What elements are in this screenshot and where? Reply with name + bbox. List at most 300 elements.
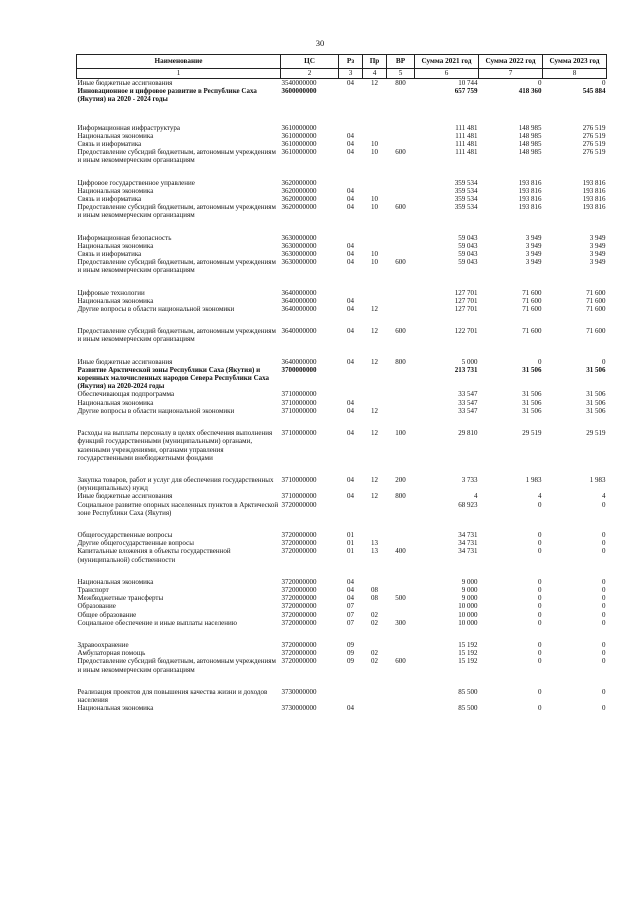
header-sum-2023: Сумма 2023 год <box>543 55 607 69</box>
cell-rz: 04 <box>347 406 354 415</box>
cell-vr <box>387 234 415 242</box>
cell-pr: 10 <box>371 148 378 157</box>
cell-sum-2023: 1 983 <box>589 475 606 484</box>
cell-vr: 200 <box>395 475 406 484</box>
cell-cs: 3720000000 <box>281 539 317 548</box>
table-row <box>77 476 607 492</box>
cell-pr <box>363 289 387 297</box>
cell-sum-2022: 0 <box>538 610 542 619</box>
table-row <box>77 327 607 343</box>
cell-pr: 10 <box>371 258 378 267</box>
cell-sum-2022: 71 600 <box>522 288 542 297</box>
cell-sum-2021: 111 481 <box>455 140 478 149</box>
cell-pr: 12 <box>371 429 378 438</box>
cell-cs: 3630000000 <box>281 250 317 259</box>
column-number: 8 <box>543 69 607 79</box>
cell-pr <box>363 531 387 539</box>
cell-sum-2021: 111 481 <box>455 148 478 157</box>
cell-sum-2023: 31 506 <box>586 398 606 407</box>
cell-pr: 13 <box>371 547 378 556</box>
cell-name: Обеспечивающая подпрограмма <box>77 390 175 399</box>
cell-sum-2022: 0 <box>538 539 542 548</box>
cell-rz: 04 <box>347 203 354 212</box>
cell-vr <box>387 250 415 258</box>
cell-cs: 3640000000 <box>281 305 317 314</box>
cell-cs: 3540000000 <box>281 79 317 87</box>
cell-sum-2021: 33 547 <box>458 390 478 399</box>
cell-cs: 3640000000 <box>281 357 317 366</box>
cell-sum-2023: 0 <box>602 79 606 87</box>
cell-sum-2023: 0 <box>602 577 606 586</box>
table-header <box>77 55 607 79</box>
cell-cs: 3710000000 <box>281 492 317 501</box>
spacer-cell <box>77 313 607 327</box>
cell-name: Транспорт <box>77 585 109 594</box>
column-number: 4 <box>363 69 387 79</box>
cell-sum-2023: 31 506 <box>586 365 606 374</box>
cell-vr <box>387 578 415 586</box>
cell-vr <box>387 132 415 140</box>
column-number: 7 <box>479 69 543 79</box>
header-rz: Рз <box>339 55 363 69</box>
cell-rz <box>339 124 363 132</box>
cell-sum-2022: 0 <box>538 649 542 658</box>
cell-vr: 600 <box>395 258 406 267</box>
table-row <box>77 358 607 366</box>
cell-sum-2023: 0 <box>602 704 606 713</box>
cell-sum-2022: 0 <box>538 357 542 366</box>
cell-sum-2022: 193 816 <box>518 178 542 187</box>
cell-sum-2021: 34 731 <box>458 530 478 539</box>
cell-pr: 10 <box>371 140 378 149</box>
column-number: 6 <box>415 69 479 79</box>
table-row <box>77 429 607 462</box>
cell-rz <box>339 87 363 103</box>
cell-name: Предоставление субсидий бюджетным, автономным учреждениям и иным некоммерческим организациям <box>77 657 276 674</box>
spacer-row <box>77 220 607 234</box>
cell-cs: 3620000000 <box>281 178 317 187</box>
cell-name: Иные бюджетные ассигнования <box>77 79 173 87</box>
spacer-cell <box>77 344 607 358</box>
cell-sum-2023: 71 600 <box>586 296 606 305</box>
cell-sum-2022: 0 <box>538 577 542 586</box>
cell-rz: 04 <box>347 131 354 140</box>
cell-rz <box>339 501 363 517</box>
cell-cs: 3640000000 <box>281 288 317 297</box>
cell-vr: 600 <box>395 657 406 666</box>
cell-vr <box>387 390 415 398</box>
spacer-cell <box>77 674 607 688</box>
cell-name: Межбюджетные трансферты <box>77 594 164 603</box>
cell-sum-2022: 71 600 <box>522 305 542 314</box>
table-row <box>77 132 607 140</box>
cell-pr <box>363 390 387 398</box>
cell-sum-2021: 33 547 <box>458 398 478 407</box>
cell-vr <box>387 531 415 539</box>
cell-vr <box>387 289 415 297</box>
cell-sum-2021: 15 192 <box>458 657 478 666</box>
cell-vr: 800 <box>395 492 406 501</box>
cell-vr <box>387 641 415 649</box>
spacer-cell <box>77 275 607 289</box>
cell-rz: 04 <box>347 186 354 195</box>
table-row <box>77 195 607 203</box>
cell-cs: 3720000000 <box>281 530 317 539</box>
cell-rz <box>339 289 363 297</box>
cell-sum-2023: 71 600 <box>586 305 606 314</box>
cell-sum-2021: 127 701 <box>454 296 478 305</box>
cell-cs: 3710000000 <box>281 398 317 407</box>
cell-name: Национальная экономика <box>77 241 154 250</box>
cell-name: Цифровое государственное управление <box>77 178 195 187</box>
cell-rz: 04 <box>347 594 354 603</box>
cell-rz: 04 <box>347 475 354 484</box>
cell-sum-2021: 359 534 <box>454 203 478 212</box>
cell-name: Предоставление субсидий бюджетным, автономным учреждениям и иным некоммерческим организациям <box>77 148 276 165</box>
table-row <box>77 578 607 586</box>
cell-sum-2021: 10 000 <box>458 602 478 611</box>
header-vr: ВР <box>387 55 415 69</box>
cell-pr: 02 <box>371 657 378 666</box>
cell-sum-2022: 193 816 <box>518 186 542 195</box>
cell-rz: 09 <box>347 657 354 666</box>
cell-cs: 3710000000 <box>281 475 317 484</box>
cell-sum-2022: 3 949 <box>525 258 542 267</box>
cell-rz: 04 <box>347 140 354 149</box>
cell-pr: 02 <box>371 610 378 619</box>
cell-sum-2021: 15 192 <box>458 649 478 658</box>
cell-sum-2021: 111 481 <box>455 131 478 140</box>
cell-pr <box>363 688 387 704</box>
table-row <box>77 649 607 657</box>
cell-sum-2023: 0 <box>602 618 606 627</box>
cell-rz: 04 <box>347 357 354 366</box>
cell-rz: 07 <box>347 618 354 627</box>
cell-vr <box>387 602 415 610</box>
cell-name: Другие вопросы в области национальной экономики <box>77 406 235 415</box>
cell-sum-2021: 59 043 <box>458 258 478 267</box>
cell-name: Социальное развитие опорных населенных пунктов в Арктической зоне Республики Саха (Якутия) <box>77 500 279 517</box>
cell-cs: 3720000000 <box>281 657 317 666</box>
cell-pr: 08 <box>371 585 378 594</box>
spacer-cell <box>77 165 607 179</box>
cell-name: Национальная экономика <box>77 704 154 713</box>
cell-sum-2022: 31 506 <box>522 398 542 407</box>
cell-rz <box>339 688 363 704</box>
cell-pr <box>363 501 387 517</box>
cell-pr <box>363 366 387 391</box>
cell-sum-2021: 127 701 <box>454 288 478 297</box>
table-row <box>77 179 607 187</box>
cell-sum-2021: 3 733 <box>461 475 478 484</box>
cell-name: Национальная экономика <box>77 296 154 305</box>
cell-sum-2021: 10 000 <box>458 610 478 619</box>
cell-sum-2021: 359 534 <box>454 178 478 187</box>
cell-vr: 300 <box>395 618 406 627</box>
cell-sum-2021: 9 000 <box>461 594 478 603</box>
cell-sum-2021: 657 759 <box>454 87 478 96</box>
cell-cs: 3620000000 <box>281 203 317 212</box>
cell-pr: 10 <box>371 203 378 212</box>
table-row <box>77 234 607 242</box>
cell-rz: 04 <box>347 577 354 586</box>
cell-vr <box>387 195 415 203</box>
cell-rz: 09 <box>347 640 354 649</box>
header-cs: ЦС <box>281 55 339 69</box>
cell-vr <box>387 501 415 517</box>
cell-name: Развитие Арктической зоны Республики Саха (Якутия) и коренных малочисленных народов Севера Республики Саха (Якутия) на 2020-2024 годы <box>77 365 270 391</box>
cell-rz: 04 <box>347 195 354 204</box>
cell-vr <box>387 586 415 594</box>
cell-sum-2023: 0 <box>602 602 606 611</box>
cell-cs: 3720000000 <box>281 547 317 556</box>
cell-sum-2022: 0 <box>538 687 542 696</box>
cell-sum-2022: 3 949 <box>525 250 542 259</box>
cell-sum-2022: 0 <box>538 547 542 556</box>
cell-name: Предоставление субсидий бюджетным, автономным учреждениям и иным некоммерческим организациям <box>77 258 276 275</box>
cell-sum-2023: 4 <box>602 492 606 501</box>
cell-cs: 3640000000 <box>281 296 317 305</box>
cell-rz <box>339 179 363 187</box>
cell-name: Амбулаторная помощь <box>77 649 146 658</box>
cell-rz: 04 <box>347 704 354 713</box>
cell-vr <box>387 399 415 407</box>
cell-sum-2022: 0 <box>538 602 542 611</box>
cell-vr <box>387 649 415 657</box>
spacer-cell <box>77 564 607 578</box>
cell-name: Капитальные вложения в объекты государственной (муниципальной) собственности <box>77 547 231 564</box>
cell-rz: 04 <box>347 258 354 267</box>
cell-name: Иные бюджетные ассигнования <box>77 357 173 366</box>
cell-sum-2023: 0 <box>602 500 606 509</box>
cell-sum-2023: 193 816 <box>582 178 606 187</box>
cell-sum-2022: 148 985 <box>518 131 542 140</box>
cell-name: Расходы на выплаты персоналу в целях обеспечения выполнения функций государственными (муниципальными) органами, казенными учреждениями, органами управления государственными внебюджетными фондами <box>77 429 273 462</box>
cell-sum-2022: 3 949 <box>525 233 542 242</box>
table-row <box>77 250 607 258</box>
cell-name: Образование <box>77 602 116 611</box>
cell-name: Другие вопросы в области национальной экономики <box>77 305 235 314</box>
cell-sum-2021: 5 000 <box>461 357 478 366</box>
table-body <box>77 79 607 713</box>
cell-name: Предоставление субсидий бюджетным, автономным учреждениям и иным некоммерческим организациям <box>77 327 276 344</box>
cell-cs: 3720000000 <box>281 640 317 649</box>
cell-pr <box>363 704 387 712</box>
cell-cs: 3630000000 <box>281 241 317 250</box>
cell-pr <box>363 641 387 649</box>
cell-sum-2022: 0 <box>538 618 542 627</box>
cell-cs: 3720000000 <box>281 618 317 627</box>
table-row <box>77 297 607 305</box>
cell-rz <box>339 366 363 391</box>
cell-sum-2021: 9 000 <box>461 577 478 586</box>
cell-vr <box>387 366 415 391</box>
cell-sum-2021: 29 810 <box>458 429 478 438</box>
cell-name: Социальное обеспечение и иные выплаты населению <box>77 618 237 627</box>
cell-pr <box>363 234 387 242</box>
cell-cs: 3710000000 <box>281 406 317 415</box>
cell-sum-2021: 68 923 <box>458 500 478 509</box>
cell-sum-2022: 193 816 <box>518 195 542 204</box>
spacer-row <box>77 165 607 179</box>
cell-sum-2022: 148 985 <box>518 123 542 132</box>
cell-sum-2021: 10 000 <box>458 618 478 627</box>
cell-vr <box>387 305 415 313</box>
cell-vr: 600 <box>395 327 406 336</box>
cell-pr: 12 <box>371 327 378 336</box>
budget-table <box>76 54 607 712</box>
table-row <box>77 501 607 517</box>
cell-rz: 04 <box>347 148 354 157</box>
cell-vr <box>387 124 415 132</box>
cell-cs: 3610000000 <box>281 140 317 149</box>
cell-sum-2021: 59 043 <box>458 250 478 259</box>
cell-pr <box>363 602 387 610</box>
cell-sum-2021: 34 731 <box>458 547 478 556</box>
spacer-row <box>77 627 607 641</box>
table-row <box>77 602 607 610</box>
cell-name: Инновационное и цифровое развитие в Республике Саха (Якутия) на 2020 - 2024 годы <box>77 87 257 104</box>
cell-rz: 04 <box>347 327 354 336</box>
cell-rz: 07 <box>347 602 354 611</box>
cell-rz: 04 <box>347 305 354 314</box>
table-row <box>77 688 607 704</box>
cell-sum-2022: 71 600 <box>522 327 542 336</box>
table-row <box>77 79 607 88</box>
cell-pr: 12 <box>371 492 378 501</box>
cell-sum-2022: 29 519 <box>522 429 542 438</box>
cell-pr: 08 <box>371 594 378 603</box>
table-row <box>77 140 607 148</box>
cell-rz <box>339 390 363 398</box>
spacer-row <box>77 462 607 476</box>
cell-cs: 3730000000 <box>281 687 317 696</box>
cell-vr <box>387 187 415 195</box>
cell-pr <box>363 187 387 195</box>
cell-sum-2023: 31 506 <box>586 406 606 415</box>
table-row <box>77 704 607 712</box>
cell-sum-2023: 0 <box>602 649 606 658</box>
cell-sum-2023: 193 816 <box>582 203 606 212</box>
cell-vr <box>387 242 415 250</box>
cell-sum-2022: 31 506 <box>522 390 542 399</box>
table-row <box>77 586 607 594</box>
table-row <box>77 531 607 539</box>
cell-cs: 3630000000 <box>281 258 317 267</box>
cell-sum-2023: 276 519 <box>582 123 606 132</box>
spacer-cell <box>77 415 607 429</box>
cell-sum-2021: 359 534 <box>454 195 478 204</box>
cell-sum-2021: 111 481 <box>455 123 478 132</box>
cell-cs: 3720000000 <box>281 610 317 619</box>
cell-rz: 07 <box>347 610 354 619</box>
cell-pr: 12 <box>371 79 378 87</box>
cell-sum-2022: 148 985 <box>518 148 542 157</box>
cell-sum-2023: 3 949 <box>589 241 606 250</box>
cell-cs: 3710000000 <box>281 390 317 399</box>
spacer-row <box>77 344 607 358</box>
cell-name: Информационная безопасность <box>77 233 172 242</box>
table-row <box>77 657 607 673</box>
spacer-row <box>77 104 607 124</box>
cell-pr: 10 <box>371 195 378 204</box>
cell-sum-2021: 15 192 <box>458 640 478 649</box>
cell-pr <box>363 399 387 407</box>
spacer-row <box>77 674 607 688</box>
cell-pr: 12 <box>371 406 378 415</box>
spacer-cell <box>77 517 607 531</box>
cell-cs: 3630000000 <box>281 233 317 242</box>
cell-sum-2023: 3 949 <box>589 258 606 267</box>
cell-rz: 04 <box>347 492 354 501</box>
cell-vr <box>387 407 415 415</box>
spacer-cell <box>77 220 607 234</box>
table-row <box>77 611 607 619</box>
cell-pr: 02 <box>371 649 378 658</box>
cell-sum-2023: 0 <box>602 530 606 539</box>
cell-pr <box>363 124 387 132</box>
cell-sum-2023: 193 816 <box>582 186 606 195</box>
cell-cs: 3700000000 <box>281 365 317 374</box>
cell-sum-2021: 213 731 <box>454 365 478 374</box>
cell-vr: 100 <box>395 429 406 438</box>
cell-sum-2022: 148 985 <box>518 140 542 149</box>
cell-sum-2021: 85 500 <box>458 687 478 696</box>
cell-vr: 400 <box>395 547 406 556</box>
cell-sum-2023: 276 519 <box>582 131 606 140</box>
table-row <box>77 366 607 391</box>
spacer-row <box>77 564 607 578</box>
cell-pr <box>363 297 387 305</box>
cell-sum-2021: 4 <box>474 492 478 501</box>
cell-pr: 12 <box>371 475 378 484</box>
spacer-cell <box>77 104 607 124</box>
cell-sum-2021: 9 000 <box>461 585 478 594</box>
spacer-cell <box>77 462 607 476</box>
table-row <box>77 87 607 103</box>
cell-vr <box>387 611 415 619</box>
cell-sum-2022: 0 <box>538 530 542 539</box>
cell-sum-2021: 127 701 <box>454 305 478 314</box>
cell-sum-2023: 0 <box>602 547 606 556</box>
cell-pr: 13 <box>371 539 378 548</box>
table-row <box>77 539 607 547</box>
cell-name: Связь и информатика <box>77 140 142 149</box>
table-row <box>77 124 607 132</box>
cell-sum-2023: 276 519 <box>582 148 606 157</box>
cell-sum-2023: 29 519 <box>586 429 606 438</box>
cell-name: Здравоохранение <box>77 640 129 649</box>
cell-sum-2023: 0 <box>602 357 606 366</box>
cell-vr <box>387 688 415 704</box>
cell-vr: 600 <box>395 148 406 157</box>
cell-rz <box>339 234 363 242</box>
cell-sum-2023: 276 519 <box>582 140 606 149</box>
cell-vr <box>387 179 415 187</box>
cell-rz: 04 <box>347 250 354 259</box>
cell-cs: 3610000000 <box>281 148 317 157</box>
cell-sum-2021: 359 534 <box>454 186 478 195</box>
cell-name: Национальная экономика <box>77 398 154 407</box>
cell-sum-2023: 0 <box>602 539 606 548</box>
cell-sum-2023: 0 <box>602 610 606 619</box>
table-row <box>77 258 607 274</box>
table-row <box>77 148 607 164</box>
cell-sum-2023: 545 884 <box>582 87 606 96</box>
cell-sum-2023: 0 <box>602 585 606 594</box>
cell-pr <box>363 242 387 250</box>
cell-name: Связь и информатика <box>77 195 142 204</box>
